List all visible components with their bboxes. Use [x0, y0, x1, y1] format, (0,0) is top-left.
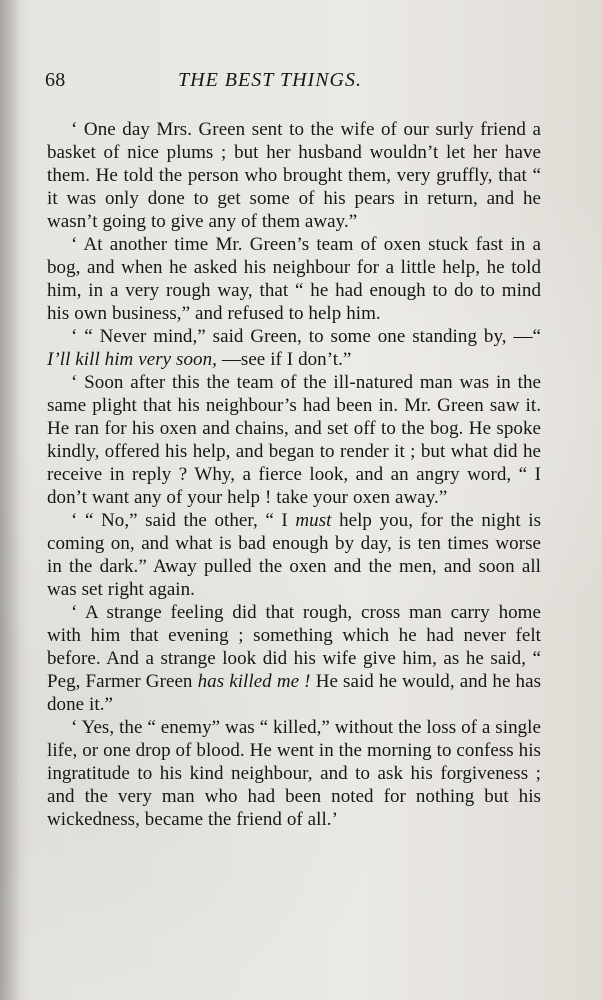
- paragraph-seven: ‘ Yes, the “ enemy” was “ killed,” without the loss of a single life, or one drop of blood. He went in the morning to confess his ingratitude to his kind neighbour, and to ask his forgiveness ; and the very man who had been noted for nothing but his wickedness, became the friend of all.’: [47, 717, 541, 830]
- paragraph-six-prefix: ‘ A strange feeling did that rough, cross man carry home with him that evening ; something which he had never felt before. And a strange look did his wife give him, as he said, “ Peg, Farmer Green: [47, 602, 541, 692]
- running-title: THE BEST THINGS.: [178, 69, 362, 91]
- body-text: [47, 118, 541, 831]
- paragraph-five: [47, 509, 541, 601]
- paragraph-six-italic: has killed me !: [197, 671, 311, 692]
- paragraph-six: [47, 601, 541, 716]
- paragraph-six-suffix: He said he would, and he has done it.”: [47, 671, 542, 715]
- paragraph-five-italic: must: [295, 510, 332, 531]
- paragraph-five-suffix: help you, for the night is coming on, and what is bad enough by day, is ten times worse in the dark.” Away pulled the oxen and the men, and soon all was set right again.: [47, 510, 542, 600]
- paragraph-three-prefix: ‘ “ Never mind,” said Green, to some one standing by, —“: [71, 326, 541, 347]
- paragraph-two: ‘ At another time Mr. Green’s team of oxen stuck fast in a bog, and when he asked his neighbour for a little help, he told him, in a very rough way, that “ he had enough to do to mind his own business,” and refused to help him.: [47, 234, 541, 324]
- page-number: 68: [45, 69, 66, 91]
- paragraph-one: ‘ One day Mrs. Green sent to the wife of our surly friend a basket of nice plums ; but her husband wouldn’t let her have them. He told the person who brought them, very gruffly, that “ it was only done to get some of his pears in return, and he wasn’t going to give any of them away.”: [47, 119, 541, 232]
- paragraph-three-italic: I’ll kill him very soon,: [47, 349, 217, 370]
- paragraph-five-prefix: ‘ “ No,” said the other, “ I: [71, 510, 288, 531]
- page-header: [45, 66, 539, 94]
- paragraph-three: [47, 325, 541, 371]
- paragraph-four: ‘ Soon after this the team of the ill-natured man was in the same plight that his neighbour’s had been in. Mr. Green saw it. He ran for his oxen and chains, and set off to the bog. He spoke kindly, offered his help, and began to render it ; but what did he receive in reply ? Why, a fierce look, and an angry word, “ I don’t want any of your help ! take your oxen away.”: [47, 372, 541, 508]
- paragraph-three-suffix: —see if I don’t.”: [221, 349, 352, 370]
